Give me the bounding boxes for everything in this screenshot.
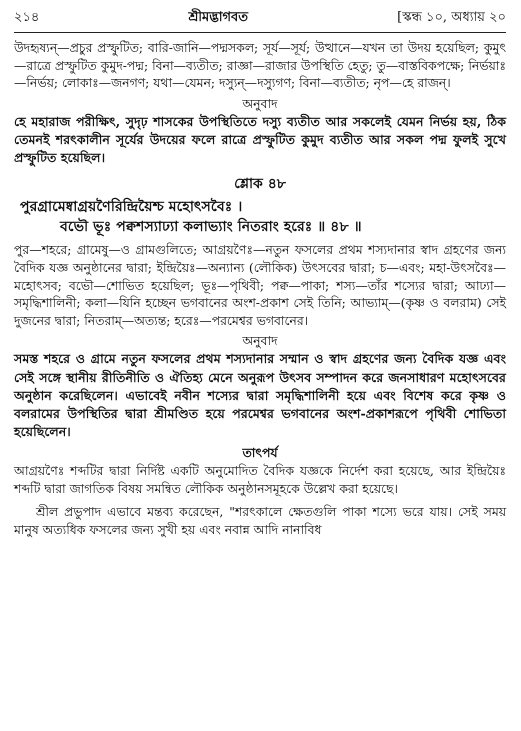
verse-line-2: বভৌ ভূঃ পক্বশস্যাঢ্যা কলাভ্যাং নিতরাং হরেঃ ॥ ৪৮ ॥	[60, 219, 362, 236]
word-glossary-top: উদহৃষ্যন্—প্রচুর প্রস্ফুটিত; বারি-জানি—পদ্মসকল; সূর্য—সূর্য; উত্থানে—যখন তা উদয় হয়েছিল; কুমুৎ—রাত্রে প্রস্ফুটিত কুমুদ-পদ্ম; বিনা—ব্যতীত; রাজ্ঞা—রাজার উপস্থিতি হেতু; তু—বাস্তবিকপক্ষে; নির্ভয়াঃ—নির্ভয়; লোকাঃ—জনগণ; যথা—যেমন; দস্যুন্—দস্যুগণ; বিনা—ব্যতীত; নৃপ—হে রাজন্।	[14, 40, 506, 91]
verse-title: শ্লোক ৪৮	[234, 176, 286, 193]
chapter-reference: [স্কন্ধ ১০, অধ্যায় ২০	[397, 10, 506, 25]
page-number: ২১৪	[14, 10, 40, 25]
translation-paragraph: হে মহারাজ পরীক্ষিৎ, সুদৃঢ় শাসকের উপস্থিতিতে দস্যু ব্যতীত আর সকলেই যেমন নির্ভয় হয়, ঠিক তেমনই শরৎকালীন সূর্যের উদয়ের ফলে রাত্রে প্রস্ফুটিত কুমুদ ব্যতীত আর সকল পদ্ম ফুলই সুখে প্রস্ফুটিত হয়েছিল।	[14, 113, 506, 166]
verse-line-1: পুরগ্রামেষ্বাগ্রয়ণৈরিন্দ্রিয়ৈশ্চ মহোৎসবৈঃ ।	[20, 199, 243, 216]
word-glossary-verse: পুর—শহরে; গ্রামেষু—ও গ্রামগুলিতে; আগ্রয়ণৈঃ—নতুন ফসলের প্রথম শস্যদানার স্বাদ গ্রহণের জন্য বৈদিক যজ্ঞ অনুষ্ঠানের দ্বারা; ইন্দ্রিয়ৈঃ—অন্যান্য (লৌকিক) উৎসবের দ্বারা; চ—এবং; মহা-উৎসবৈঃ—মহোৎসব; বভৌ—শোভিত হয়েছিল; ভূঃ—পৃথিবী; পক্ব—পাকা; শস্য—তাঁর শস্যের দ্বারা; আঢ্যা—সমৃদ্ধিশালিনী; কলা—যিনি হচ্ছেন ভগবানের অংশ-প্রকাশ সেই তিনি; আভ্যাম্—(কৃষ্ণ ও বলরাম) সেই দুজনের দ্বারা; নিতরাম্—অত্যন্ত; হরেঃ—পরমেশ্বর ভগবানের।	[14, 242, 506, 328]
translation-heading: অনুবাদ	[242, 95, 278, 111]
sanskrit-verse	[14, 197, 506, 237]
purport-paragraph-1: আগ্রয়ণৈঃ শব্দটির দ্বারা নির্দিষ্ট একটি অনুমোদিত বৈদিক যজ্ঞকে নির্দেশ করা হয়েছে, আর ইন্দ্রিয়ৈঃ শব্দটি দ্বারা জাগতিক বিষয় সমন্বিত লৌকিক অনুষ্ঠানসমূহকে উল্লেখ করা হয়েছে।	[14, 463, 506, 497]
page-header	[14, 8, 506, 33]
translation-heading-2: অনুবাদ	[242, 333, 278, 349]
purport-paragraph-2: শ্রীল প্রভুপাদ এভাবে মন্তব্য করেছেন, "শরৎকালে ক্ষেতগুলি পাকা শস্যে ভরে যায়। সেই সময় মানুষ অত্যধিক ফসলের জন্য সুখী হয় এবং নবান্ন আদি নানাবিধ	[14, 504, 506, 538]
book-page	[14, 8, 506, 539]
translation-paragraph-2: সমস্ত শহরে ও গ্রামে নতুন ফসলের প্রথম শস্যদানার সম্মান ও স্বাদ গ্রহণের জন্য বৈদিক যজ্ঞ এবং সেই সঙ্গে স্থানীয় রীতিনীতি ও ঐতিহ্য মেনে অনুরূপ উৎসব সম্পাদন করে জনসাধারণ মহোৎসবের অনুষ্ঠান করেছিলেন। এভাবেই নবীন শস্যের দ্বারা সমৃদ্ধিশালিনী হয়ে এবং বিশেষ করে কৃষ্ণ ও বলরামের উপস্থিতির দ্বারা শ্রীমণ্ডিত হয়ে পরমেশ্বর ভগবানের অংশ-প্রকাশরূপে পৃথিবী শোভিতা হয়েছিলেন।	[14, 351, 506, 440]
purport-heading: তাৎপর্য	[242, 445, 278, 461]
book-title: শ্রীমদ্ভাগবত	[188, 10, 249, 25]
